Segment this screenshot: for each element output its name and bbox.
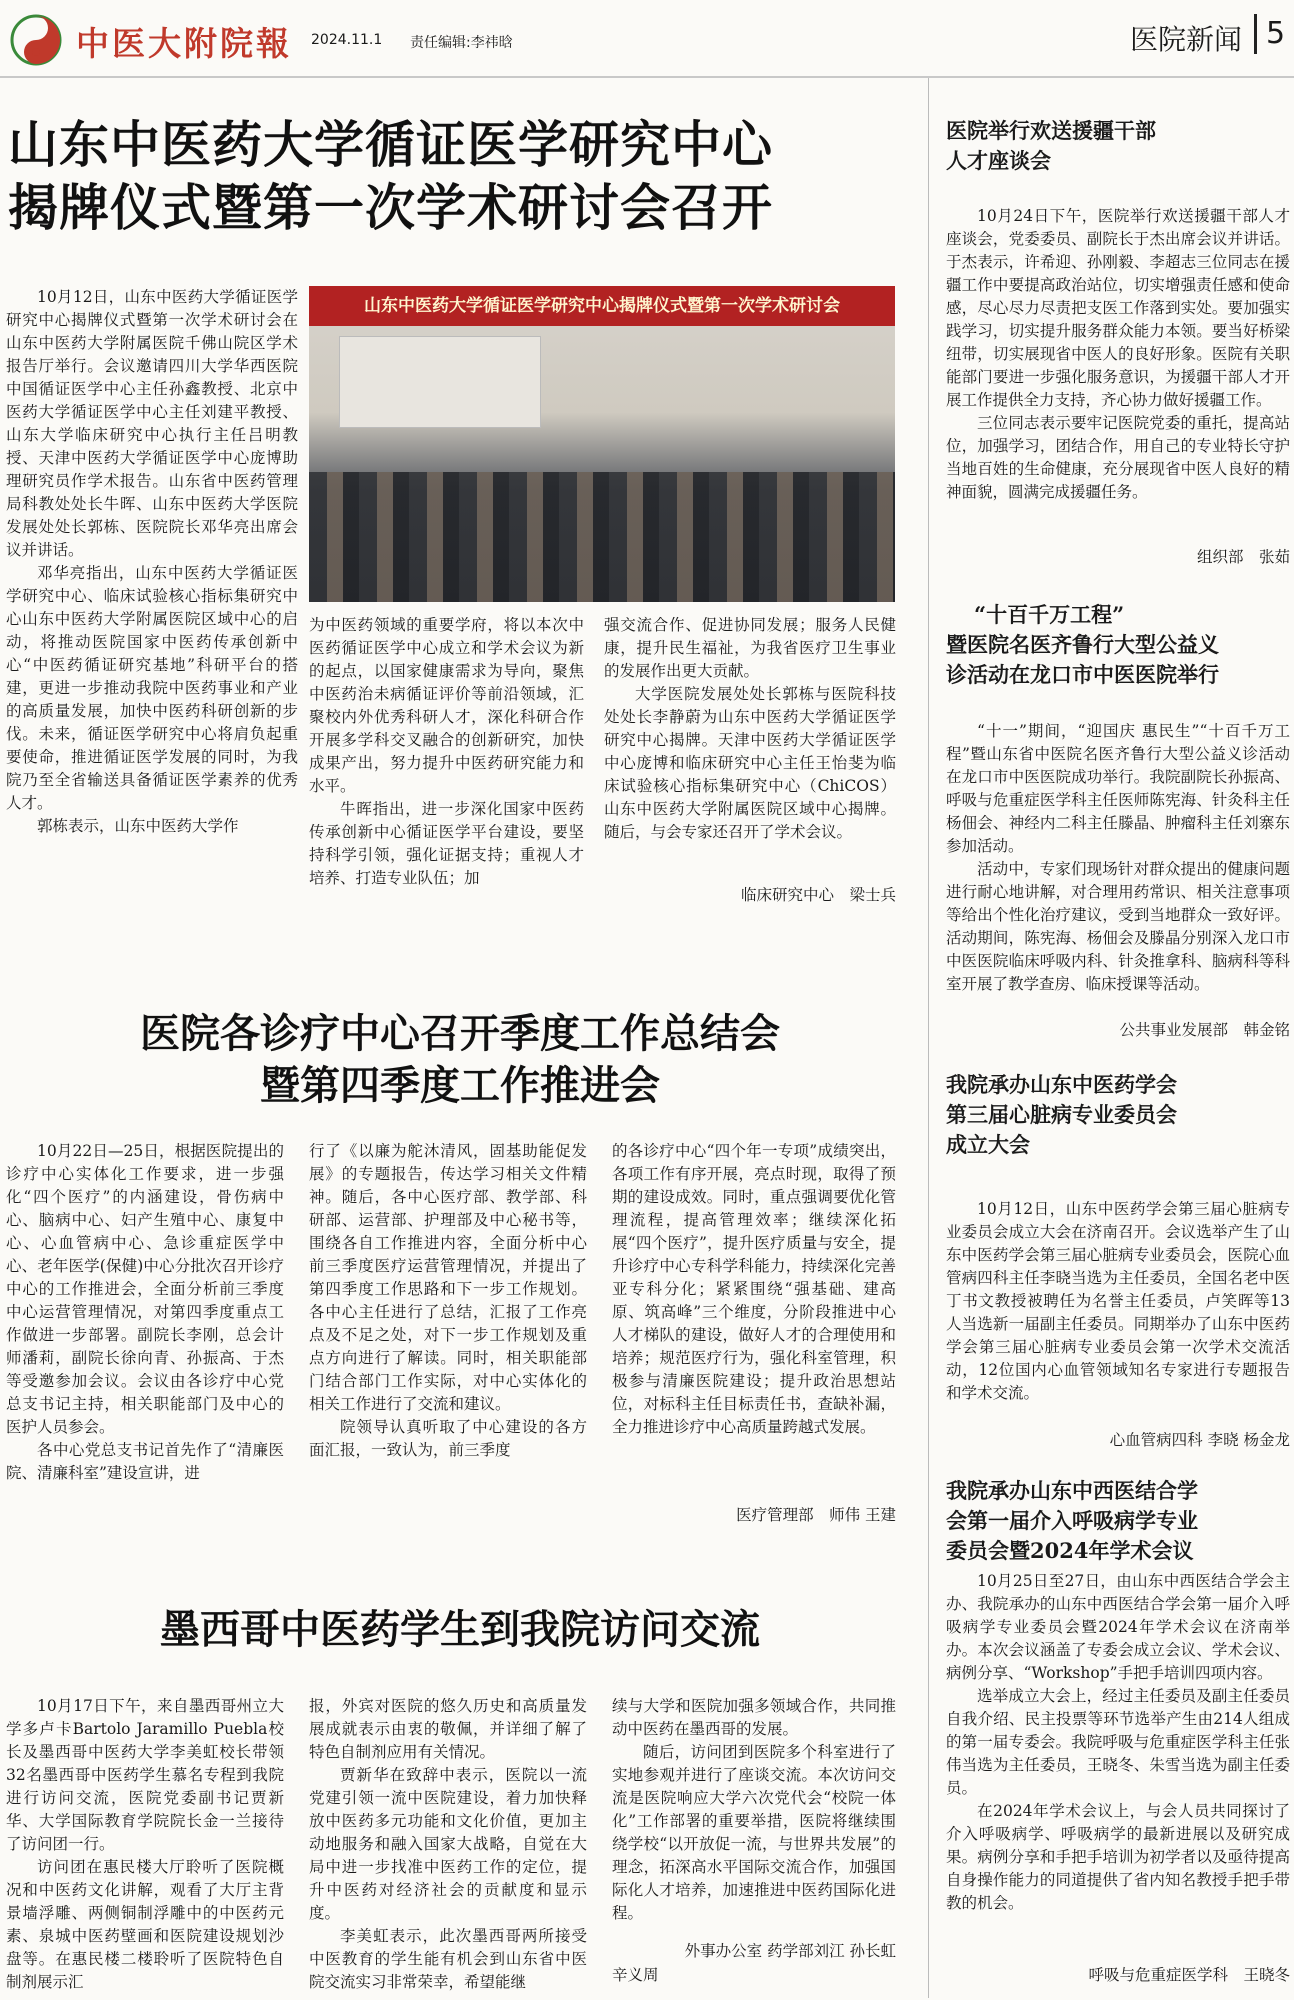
article1-col3: 强交流合作、促进协同发展；服务人民健康，提升民生福祉，为我省医疗卫生事业的发展作出更大贡献。 大学医院发展处处长郭栋与医院科技处处长李静蔚为山东中医药大学循证医学研究中心揭牌。天津中医药大学循证医学中心庞博和临床研究中心主任王怡斐为临床试验核心指标集研究中心（ChiCOS）山东中医药大学附属医院区域中心揭牌。随后，与会专家还召开了学术会议。 [604, 616, 896, 841]
article2-col1: 10月22日—25日，根据医院提出的诊疗中心实体化工作要求，进一步强化“四个医疗”的内涵建设，骨伤病中心、脑病中心、妇产生殖中心、康复中心、心血管病中心、急诊重症医学中心、老年医学(保健)中心分批次召开诊疗中心的工作推进会，全面分析前三季度中心运营管理情况，对第四季度重点工作做进一步部署。副院长李刚，总会计师潘莉，副院长徐向青、孙振高、于杰等受邀参加会议。会议由各诊疗中心党总支书记主持，相关职能部门及中心的医护人员参会。 各中心党总支书记首先作了“清廉医院、清廉科室”建设宣讲，进 [6, 1142, 284, 1482]
article1-col1: 10月12日，山东中医药大学循证医学研究中心揭牌仪式暨第一次学术研讨会在山东中医药大学附属医院千佛山院区学术报告厅举行。会议邀请四川大学华西医院中国循证医学中心主任孙鑫教授、北京中医药大学循证医学中心主任刘建平教授、山东大学临床研究中心执行主任吕明教授、天津中医药大学循证医学中心庞博助理研究员作学术报告。山东省中医药管理局科教处处长牛晖、山东中医药大学医院发展处处长郭栋、医院院长邓华亮出席会议并讲话。 邓华亮指出，山东中医药大学循证医学研究中心、临床试验核心指标集研究中心山东中医药大学附属医院区域中心的启动，将推动医院国家中医药传承创新中心“中医药循证研究基地”科研平台的搭建，更进一步推动我院中医药事业和产业的高质量发展，加快中医药科研创新的步伐。未来，循证医学研究中心将肩负起重要使命，推进循证医学发展的同时，为我院乃至全省输送具备循证医学素养的优秀人才。 郭栋表示，山东中医药大学作 [6, 288, 298, 835]
sidebar1-byline: 组织部 张茹 [1196, 548, 1290, 566]
sidebar4-byline: 呼吸与危重症医学科 王晓冬 [1088, 1966, 1290, 1984]
editor-credit: 责任编辑:李祎晗 [410, 35, 513, 51]
article3-col2: 报，外宾对医院的悠久历史和高质量发展成就表示由衷的敬佩，并详细了解了特色自制剂应用有关情况。 贾新华在致辞中表示，医院以一流党建引领一流中医院建设，着力加快释放中医药多元功能和文化价值，更加主动地服务和融入国家大战略，自觉在大局中进一步找准中医药工作的定位，提升中医药对经济社会的贡献度和显示度。 李美虹表示，此次墨西哥两所接受中医教育的学生能有机会到山东省中医院交流实习非常荣幸，希望能继 [309, 1697, 587, 1991]
section-title: 医院新闻 [1130, 23, 1243, 56]
sidebar3-headline: 我院承办山东中医药学会 第三届心脏病专业委员会 成立大会 [946, 1072, 1177, 1157]
article1-byline: 临床研究中心 梁士兵 [740, 886, 896, 904]
sidebar2-body: “十一”期间，“迎国庆 惠民生”“十百千万工程”暨山东省中医院名医齐鲁行大型公益义诊活动在龙口市中医医院成功举行。我院副院长孙振高、呼吸与危重症医学科主任医师陈宪海、针灸科主任杨佃会、神经内二科主任滕晶、肿瘤科主任刘寨东参加活动。 活动中，专家们现场针对群众提出的健康问题进行耐心地讲解，对合理用药常识、相关注意事项等给出个性化治疗建议，受到当地群众一致好评。活动期间，陈宪海、杨佃会及滕晶分别深入龙口市中医医院临床呼吸内科、针灸推拿科、脑病科等科室开展了教学查房、临床授课等活动。 [946, 722, 1290, 993]
column-divider [928, 78, 929, 1998]
article3-byline: 外事办公室 药学部刘江 孙长虹 [684, 1942, 896, 1960]
sidebar2-byline: 公共事业发展部 韩金铭 [1119, 1021, 1290, 1039]
issue-date: 2024.11.1 [311, 32, 383, 48]
sidebar4-body: 10月25日至27日，由山东中西医结合学会主办、我院承办的山东中西医结合学会第一届介入呼吸病学专业委员会暨2024年学术会议在济南举办。本次会议涵盖了专委会成立会议、学术会议、病例分享、“Workshop”手把手培训四项内容。 选举成立大会上，经过主任委员及副主任委员自我介绍、民主投票等环节选举产生由214人组成的第一届专委会。我院呼吸与危重症医学科主任张伟当选为主任委员，王晓冬、朱雪当选为副主任委员。 在2024年学术会议上，与会人员共同探讨了介入呼吸病学、呼吸病学的最新进展以及研究成果。病例分享和手把手培训为初学者以及亟待提高自身操作能力的同道提供了省内知名教授手把手带教的机会。 [946, 1572, 1290, 1912]
hospital-logo-icon [8, 12, 64, 68]
photo-audience [309, 472, 895, 602]
page-number: 5 [1266, 16, 1286, 51]
article1-col2: 为中医药领域的重要学府，将以本次中医药循证医学中心成立和学术会议为新的起点，以国家健康需求为导向，聚焦中医药治未病循证评价等前沿领域，汇聚校内外优秀科研人才，深化科研合作开展多学科交叉融合的创新研究，加快成果产出，努力提升中医药研究能力和水平。 牛晖指出，进一步深化国家中医药传承创新中心循证医学平台建设，要坚持科学引领，强化证据支持；重视人才培养、打造专业队伍；加 [309, 616, 584, 887]
header-divider [1254, 14, 1257, 54]
sidebar1-headline: 医院举行欢送援疆干部 人才座谈会 [946, 118, 1156, 173]
article2-byline: 医疗管理部 师伟 王建 [736, 1506, 896, 1524]
photo-banner: 山东中医药大学循证医学研究中心揭牌仪式暨第一次学术研讨会 [309, 286, 895, 326]
article3-byline-2: 辛义周 [612, 1966, 659, 1984]
article3-col1: 10月17日下午，来自墨西哥州立大学多卢卡Bartolo Jaramillo Puebla校长及墨西哥中医药大学李美虹校长带领32名墨西哥中医药学生慕名专程到我院进行访问交流，医院党委副书记贾新华、大学国际教育学院院长金一兰接待了访问团一行。 访问团在惠民楼大厅聆听了医院概况和中医药文化讲解，观看了大厅主背景墙浮雕、两侧铜制浮雕中的中医药元素、泉城中医药壁画和医院建设规划沙盘等。在惠民楼二楼聆听了医院特色自制剂展示汇 [6, 1697, 284, 1991]
event-photo [309, 286, 895, 602]
photo-screen [339, 336, 541, 428]
article2-col3: 的各诊疗中心“四个年一专项”成绩突出，各项工作有序开展，亮点时现，取得了预期的建设成效。同时，重点强调要优化管理流程，提高管理效率；继续深化拓展“四个医疗”，提升医疗质量与安全，提升诊疗中心专科学科能力，持续深化完善亚专科分化；紧紧围绕“强基础、建高原、筑高峰”三个维度，分阶段推进中心人才梯队的建设，做好人才的合理使用和培养；规范医疗行为，强化科室管理，积极参与清廉医院建设；提升政治思想站位，对标科主任目标责任书，查缺补漏，全力推进诊疗中心高质量跨越式发展。 [612, 1142, 896, 1436]
article3-headline: 墨西哥中医药学生到我院访问交流 [160, 1606, 760, 1653]
article2-col2: 行了《以廉为舵沐清风，固基助能促发展》的专题报告，传达学习相关文件精神。随后，各中心医疗部、教学部、科研部、运营部、护理部及中心秘书等，围绕各自工作推进内容，全面分析中心前三季度医疗运营管理情况，并提出了第四季度工作思路和下一步工作规划。各中心主任进行了总结，汇报了工作亮点及不足之处，对下一步工作规划及重点方向进行了解读。同时，相关职能部门结合部门工作实际，对中心实体化的相关工作进行了交流和建议。 院领导认真听取了中心建设的各方面汇报，一致认为，前三季度 [309, 1142, 587, 1459]
article3-col3: 续与大学和医院加强多领域合作，共同推动中医药在墨西哥的发展。 随后，访问团到医院多个科室进行了实地参观并进行了座谈交流。本次访问交流是医院响应大学六次党代会“校院一体化”工作部署的重要举措，医院将继续围绕学校“以开放促一流，与世界共发展”的理念，拓深高水平国际交流合作，加强国际化人才培养，加速推进中医药国际化进程。 [612, 1697, 896, 1922]
sidebar2-headline: “十百千万工程” 暨医院名医齐鲁行大型公益义 诊活动在龙口市中医医院举行 [946, 602, 1219, 687]
masthead: 中医大附院報 [76, 24, 292, 63]
page-header [0, 0, 1294, 78]
article1-headline: 山东中医药大学循证医学研究中心 揭牌仪式暨第一次学术研讨会召开 [8, 115, 773, 237]
sidebar3-body: 10月12日，山东中医药学会第三届心脏病专业委员会成立大会在济南召开。会议选举产生了山东中医药学会第三届心脏病专业委员会，医院心血管病四科主任李晓当选为主任委员，全国名老中医丁书文教授被聘任为名誉主任委员，卢笑晖等13人当选新一届副主任委员。同期举办了山东中医药学会第三届心脏病专业委员会第一次学术交流活动，12位国内心血管领域知名专家进行专题报告和学术交流。 [946, 1200, 1290, 1402]
article2-headline: 医院各诊疗中心召开季度工作总结会 暨第四季度工作推进会 [140, 1010, 780, 1109]
sidebar4-headline: 我院承办山东中西医结合学 会第一届介入呼吸病学专业 委员会暨2024年学术会议 [946, 1478, 1198, 1563]
sidebar1-body: 10月24日下午，医院举行欢送援疆干部人才座谈会，党委委员、副院长于杰出席会议并讲话。于杰表示，许希迎、孙刚毅、李超志三位同志在援疆工作中要提高政治站位，切实增强责任感和使命感，尽心尽力尽责把支医工作落到实处。要加强实践学习，切实提升服务群众能力本领。要当好桥梁纽带，切实展现省中医人的良好形象。医院有关职能部门要进一步强化服务意识，为援疆干部人才开展工作提供全力支持，齐心协力做好援疆工作。 三位同志表示要牢记医院党委的重托，提高站位，加强学习，团结合作，用自己的专业特长守护当地百姓的生命健康，充分展现省中医人良好的精神面貌，圆满完成援疆任务。 [946, 207, 1290, 501]
sidebar3-byline: 心血管病四科 李晓 杨金龙 [1109, 1431, 1290, 1449]
